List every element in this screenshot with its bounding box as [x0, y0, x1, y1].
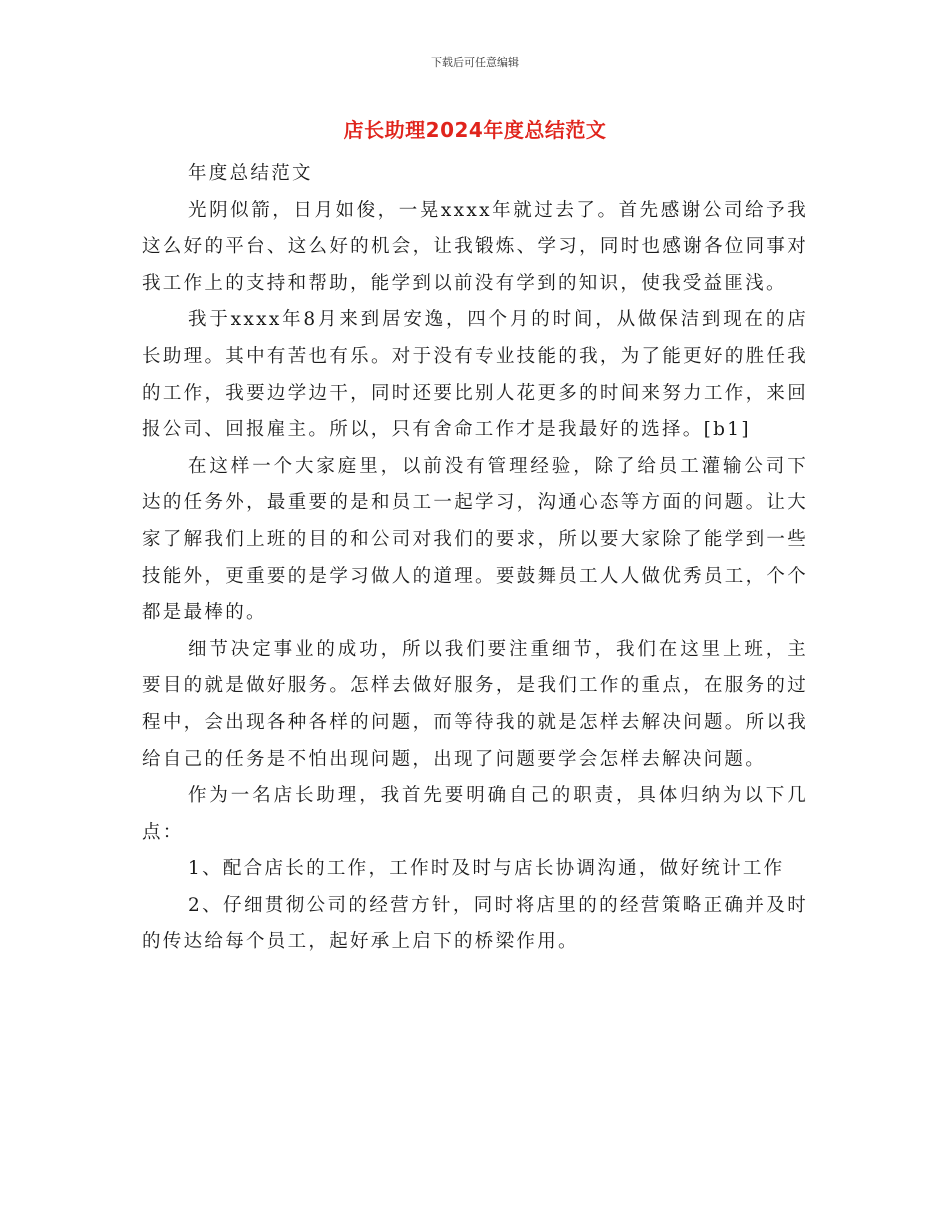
document-body [142, 156, 808, 961]
paragraph-teamwork: 在这样一个大家庭里，以前没有管理经验，除了给员工灌输公司下达的任务外，最重要的是和员工一起学习，沟通心态等方面的问题。让大家了解我们上班的目的和公司对我们的要求，所以要大家除了能学到一些技能外，更重要的是学习做人的道理。要鼓舞员工人人做优秀员工，个个都是最棒的。 [142, 455, 808, 624]
list-item-duty-1: 1、配合店长的工作，工作时及时与店长协调沟通，做好统计工作 [188, 858, 785, 880]
paragraph-thanks: 光阴似箭，日月如俊，一晃xxxx年就过去了。首先感谢公司给予我这么好的平台、这么好的机会，让我锻炼、学习，同时也感谢各位同事对我工作上的支持和帮助，能学到以前没有学到的知识，使我受益匪浅。 [142, 199, 808, 294]
document-title: 店长助理2024年度总结范文 [343, 118, 607, 142]
paragraph-details: 细节决定事业的成功，所以我们要注重细节，我们在这里上班，主要目的就是做好服务。怎样去做好服务，是我们工作的重点，在服务的过程中，会出现各种各样的问题，而等待我的就是怎样去解决问题。所以我给自己的任务是不怕出现问题，出现了问题要学会怎样去解决问题。 [142, 638, 808, 770]
header-note: 下载后可任意编辑 [431, 56, 519, 69]
paragraph-joining: 我于xxxx年8月来到居安逸，四个月的时间，从做保洁到现在的店长助理。其中有苦也有乐。对于没有专业技能的我，为了能更好的胜任我的工作，我要边学边干，同时还要比别人花更多的时间来努力工作，来回报公司、回报雇主。所以，只有舍命工作才是我最好的选择。[b1] [142, 309, 808, 441]
list-item-duty-2: 2、仔细贯彻公司的经营方针，同时将店里的的经营策略正确并及时的传达给每个员工，起好承上启下的桥梁作用。 [142, 894, 808, 953]
paragraph-duties-intro: 作为一名店长助理，我首先要明确自己的职责，具体归纳为以下几点： [142, 785, 808, 843]
paragraph-intro-heading: 年度总结范文 [188, 163, 313, 184]
